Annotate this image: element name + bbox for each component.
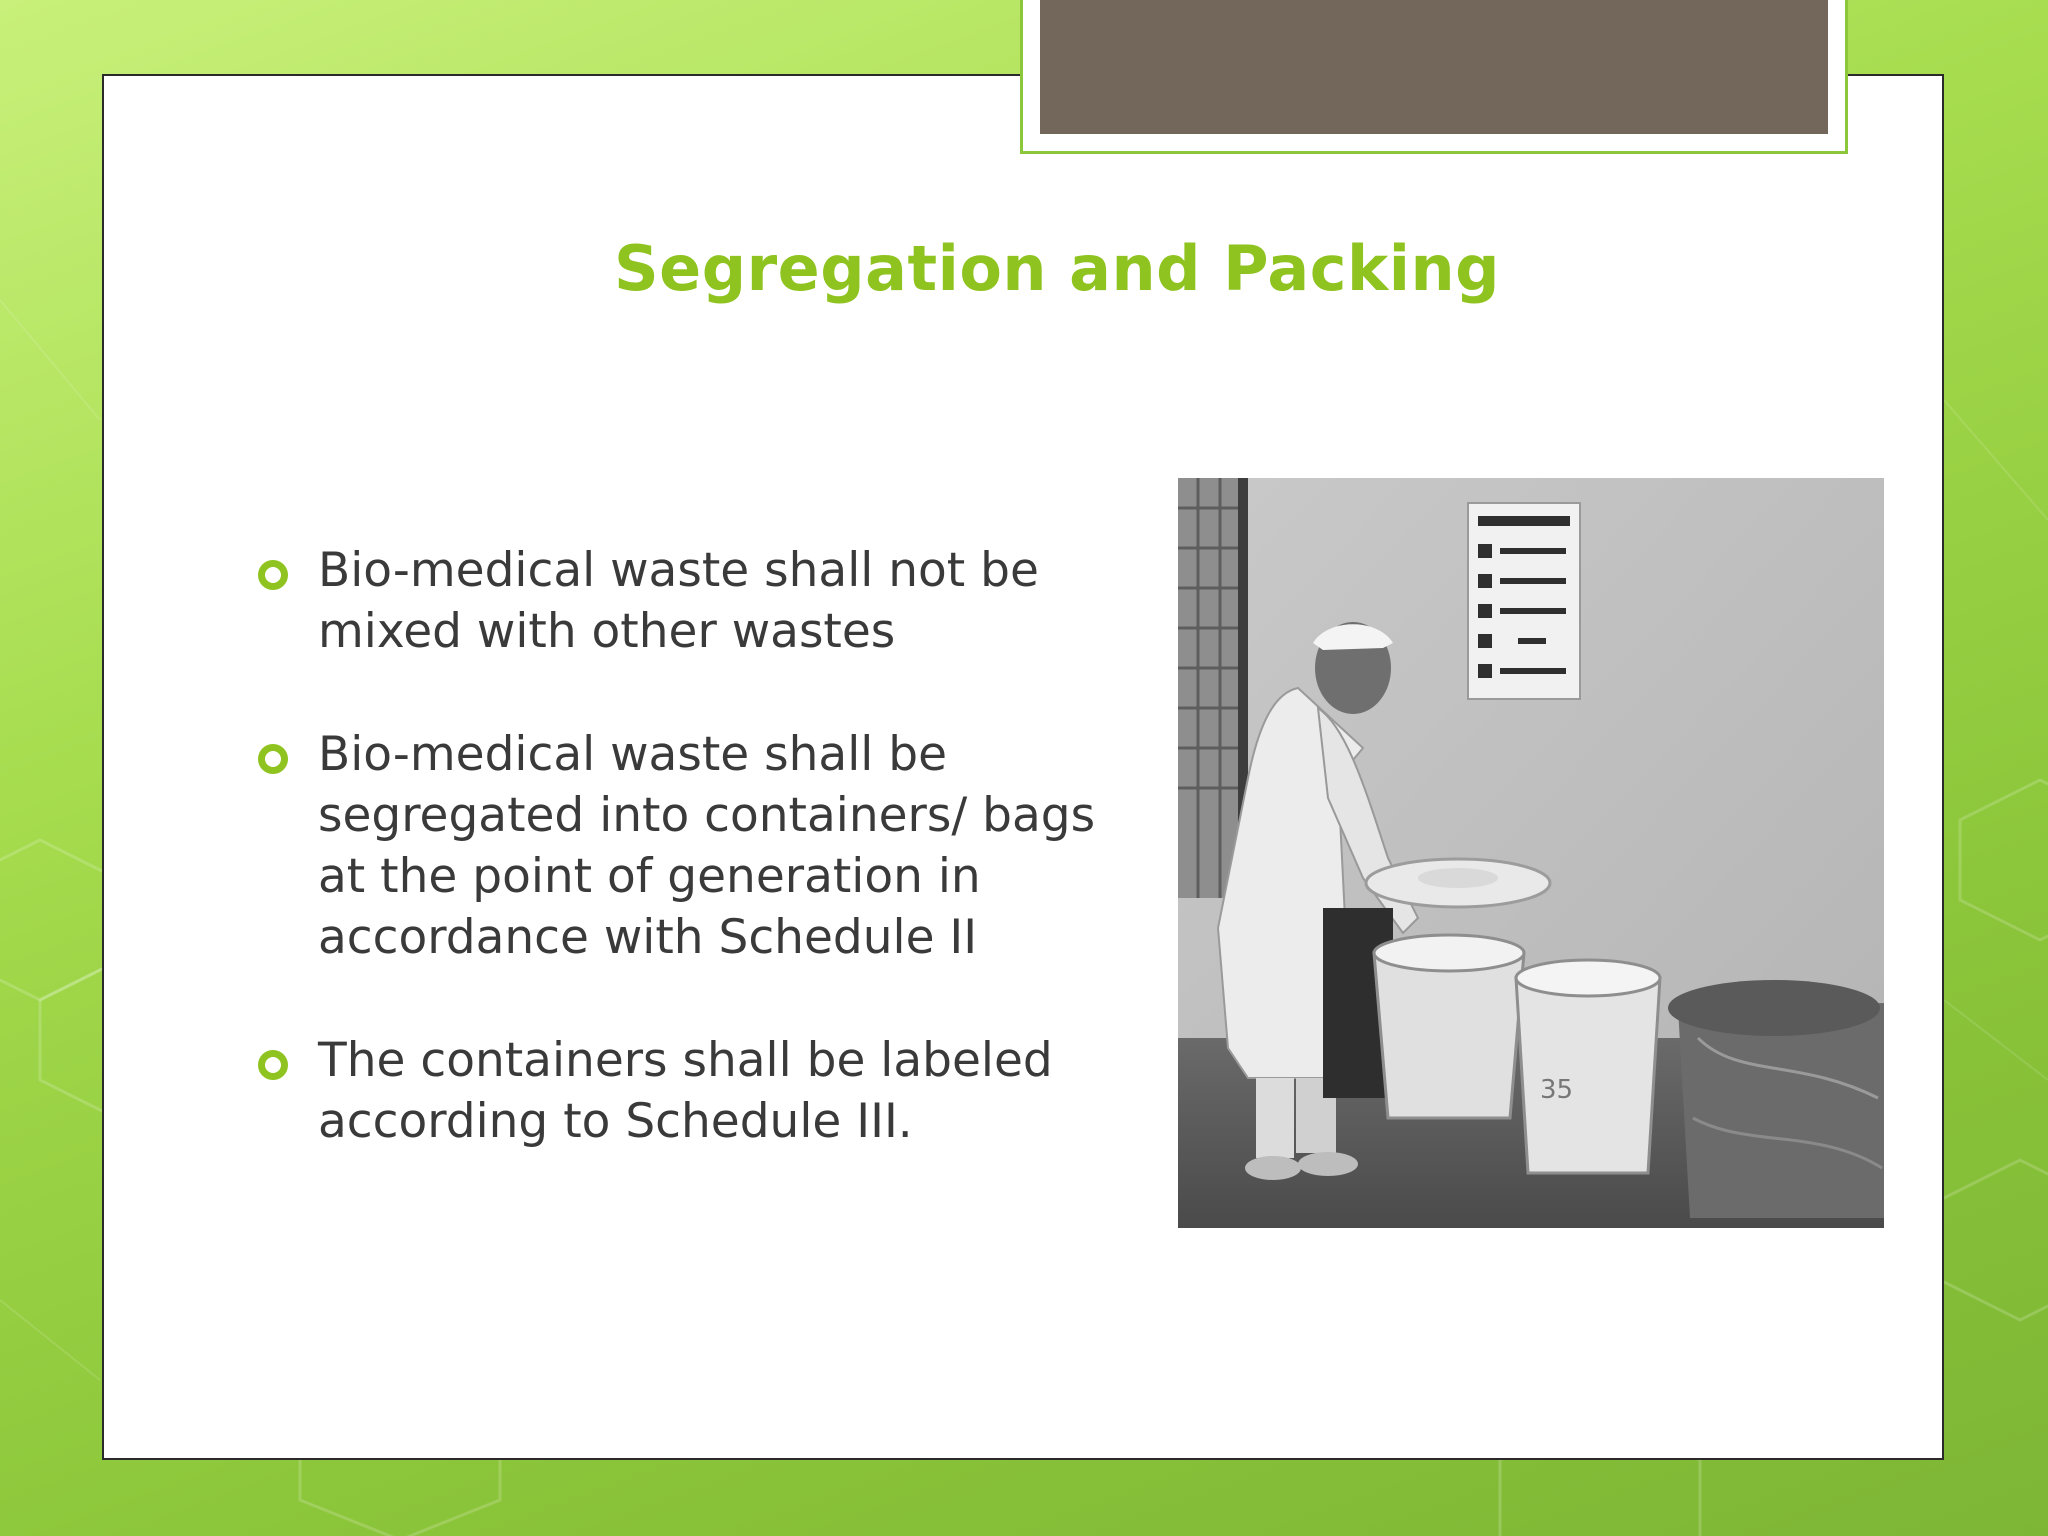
slide-title: Segregation and Packing [614, 232, 1500, 305]
photo-nurse-waste-bins [1178, 478, 1884, 1228]
bullet-item [252, 540, 1142, 662]
bullet-text: Bio-medical waste shall be segregated into containers/ bags at the point of generation in accordance with Schedule II [318, 727, 1096, 965]
bullet-list [252, 540, 1142, 1214]
bullet-circle-icon [258, 744, 288, 774]
svg-text:35: 35 [1540, 1075, 1574, 1105]
bullet-circle-icon [258, 560, 288, 590]
header-tab [1040, 0, 1828, 134]
bullet-text: Bio-medical waste shall not be mixed with other wastes [318, 543, 1039, 659]
bullet-text: The containers shall be labeled according to Schedule III. [318, 1033, 1053, 1149]
bullet-circle-icon [258, 1050, 288, 1080]
bullet-item [252, 1030, 1142, 1152]
bullet-item [252, 724, 1142, 968]
